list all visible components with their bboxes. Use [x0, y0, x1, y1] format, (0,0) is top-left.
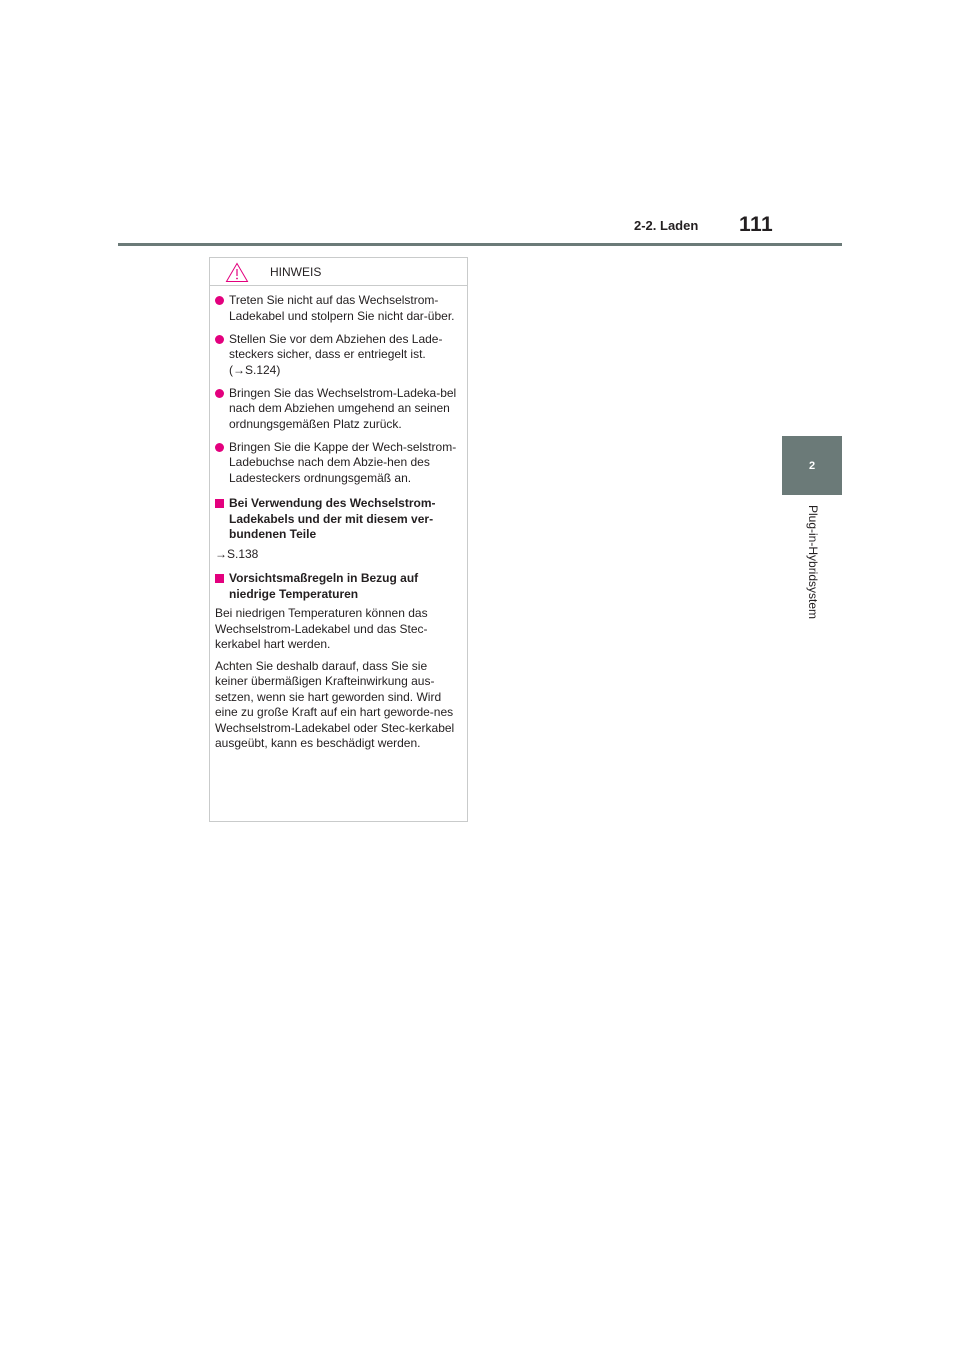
list-item [215, 332, 459, 379]
bullet-icon [215, 389, 224, 398]
bullet-icon [215, 443, 224, 452]
chapter-number: 2 [808, 459, 816, 472]
subsection-heading [215, 571, 459, 602]
bullet-icon [215, 335, 224, 344]
paragraph: Bei niedrigen Temperaturen können das Wechselstrom-Ladekabel und das Stec-kerkabel hart werden. [215, 606, 428, 651]
chapter-tab [782, 436, 842, 495]
page-number: 111 [739, 213, 774, 236]
square-bullet-icon [215, 499, 224, 508]
list-item-text: Bringen Sie die Kappe der Wech-selstrom-Ladebuchse nach dem Abzie-hen des Ladesteckers ordnungsgemäß an. [229, 439, 457, 485]
notice-title: HINWEIS [270, 265, 322, 279]
list-item-text: Stellen Sie vor dem Abziehen des Lade-steckers sicher, dass er entriegelt ist. (→S.124) [229, 331, 443, 377]
subsection-heading-text: Vorsichtsmaßregeln in Bezug auf niedrige Temperaturen [229, 571, 419, 601]
warning-triangle-icon [225, 262, 249, 283]
list-item-text: Treten Sie nicht auf das Wechselstrom-Ladekabel und stolpern Sie nicht dar-über. [229, 293, 455, 323]
square-bullet-icon [215, 574, 224, 583]
header-rule [118, 243, 842, 246]
page-reference: →S.138 [215, 546, 259, 561]
list-item [215, 440, 459, 487]
notice-header [210, 258, 467, 286]
notice-body [210, 286, 467, 752]
chapter-label: Plug-in-Hybridsystem [806, 505, 820, 620]
paragraph: Achten Sie deshalb darauf, dass Sie sie keiner übermäßigen Krafteinwirkung aus-setzen, wenn sie hart geworden sind. Wird eine zu große Kraft auf ein hart geworde-nes Wechselstrom-Ladekabel oder Stec-kerkabel ausgeübt, kann es beschädigt werden. [215, 658, 455, 750]
header-section-title: 2-2. Laden [634, 218, 699, 233]
subsection-heading [215, 496, 459, 543]
notice-box [209, 257, 468, 822]
list-item [215, 293, 459, 324]
list-item-text: Bringen Sie das Wechselstrom-Ladeka-bel nach dem Abziehen umgehend an seinen ordnungsgemäßen Platz zurück. [229, 385, 457, 431]
subsection-heading-text: Bei Verwendung des Wechselstrom-Ladekabels und der mit diesem ver-bundenen Teile [229, 496, 436, 541]
bullet-icon [215, 296, 224, 305]
list-item [215, 386, 459, 433]
